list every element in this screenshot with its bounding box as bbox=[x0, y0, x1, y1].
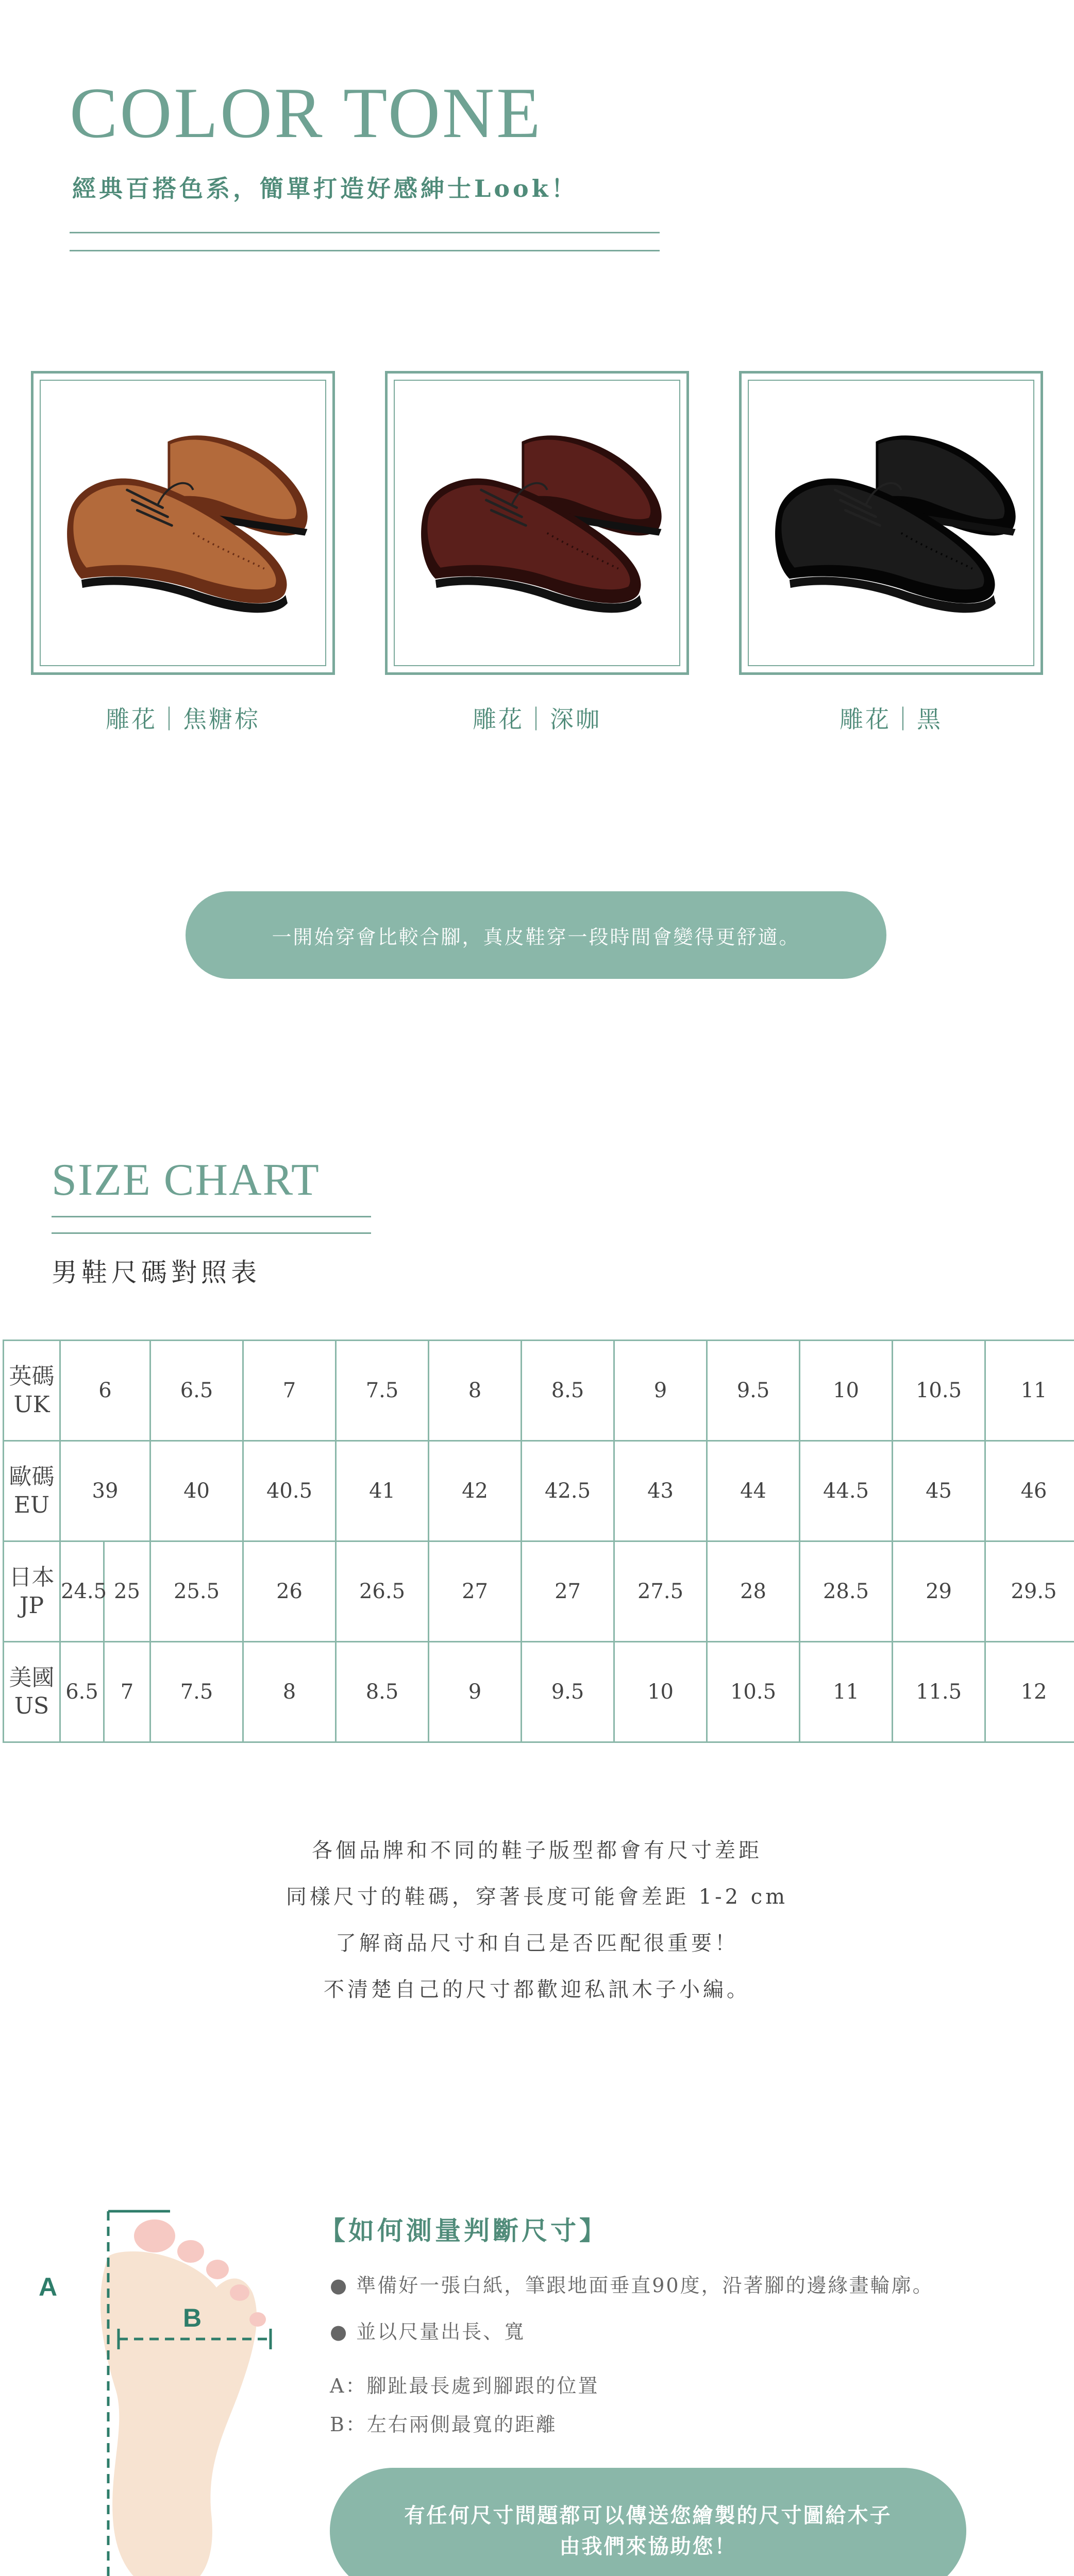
swatch-label-caramel: 雕花｜焦糖棕 bbox=[106, 705, 260, 733]
table-cell: 29.5 bbox=[985, 1541, 1074, 1642]
table-row bbox=[4, 1642, 1074, 1742]
toe-icon bbox=[249, 2312, 266, 2327]
shoe-image bbox=[749, 381, 1033, 665]
divider bbox=[52, 1232, 371, 1234]
table-cell: 8.5 bbox=[336, 1642, 429, 1742]
table-cell: 27 bbox=[429, 1541, 522, 1642]
table-cell: 9 bbox=[429, 1642, 522, 1742]
table-cell: 42 bbox=[429, 1441, 522, 1541]
table-row bbox=[4, 1441, 1074, 1541]
divider bbox=[52, 1216, 371, 1217]
table-cell: 40.5 bbox=[243, 1441, 336, 1541]
table-cell: 9 bbox=[614, 1341, 707, 1441]
table-cell: 11 bbox=[985, 1341, 1074, 1441]
table-cell: 26 bbox=[243, 1541, 336, 1642]
row-header: 歐碼 EU bbox=[4, 1441, 60, 1541]
table-cell: 46 bbox=[985, 1441, 1074, 1541]
table-cell: 6 bbox=[60, 1341, 150, 1441]
table-cell: 6.5 bbox=[60, 1642, 104, 1742]
measure-note bbox=[330, 2468, 966, 2576]
table-cell: 10 bbox=[614, 1642, 707, 1742]
size-note-line: 同樣尺寸的鞋碼，穿著長度可能會差距 1-2 cm bbox=[286, 1885, 788, 1909]
measure-note-line: 由我們來協助您！ bbox=[559, 2534, 737, 2558]
swatch-label-dark-brown: 雕花｜深咖 bbox=[473, 705, 601, 733]
table-cell: 28 bbox=[707, 1541, 800, 1642]
color-tone-subtitle: 經典百搭色系，簡單打造好感紳士Look！ bbox=[72, 175, 578, 202]
measure-note-line: 有任何尺寸問題都可以傳送您繪製的尺寸圖給木子 bbox=[404, 2503, 892, 2528]
color-tone-title: COLOR TONE bbox=[70, 73, 543, 153]
measure-def-a: A：腳趾最長處到腳跟的位置 bbox=[330, 2375, 599, 2397]
toe-icon bbox=[230, 2284, 249, 2301]
table-cell: 28.5 bbox=[800, 1541, 893, 1642]
measure-bullet: ● 並以尺量出長、寬 bbox=[330, 2320, 526, 2343]
comfort-note-text: 一開始穿會比較合腳，真皮鞋穿一段時間會變得更舒適。 bbox=[272, 925, 800, 948]
table-cell: 8 bbox=[429, 1341, 522, 1441]
table-cell: 7 bbox=[104, 1642, 150, 1742]
table-row bbox=[4, 1541, 1074, 1642]
table-cell: 11 bbox=[800, 1642, 893, 1742]
table-cell: 7.5 bbox=[336, 1341, 429, 1441]
table-cell: 12 bbox=[985, 1642, 1074, 1742]
table-cell: 42.5 bbox=[522, 1441, 614, 1541]
table-cell: 9.5 bbox=[707, 1341, 800, 1441]
table-cell: 41 bbox=[336, 1441, 429, 1541]
table-cell: 39 bbox=[60, 1441, 150, 1541]
size-chart-subtitle: 男鞋尺碼對照表 bbox=[52, 1258, 261, 1287]
table-cell: 29 bbox=[893, 1541, 985, 1642]
table-cell: 10.5 bbox=[893, 1341, 985, 1441]
shoe-image bbox=[41, 381, 325, 665]
size-table bbox=[3, 1340, 1074, 1743]
swatch-label-black: 雕花｜黑 bbox=[840, 705, 943, 733]
size-chart-title: SIZE CHART bbox=[52, 1155, 320, 1205]
divider bbox=[70, 250, 660, 251]
table-cell: 27 bbox=[522, 1541, 614, 1642]
table-cell: 27.5 bbox=[614, 1541, 707, 1642]
size-note-line: 不清楚自己的尺寸都歡迎私訊木子小編。 bbox=[324, 1978, 750, 2002]
table-cell: 44.5 bbox=[800, 1441, 893, 1541]
swatch-frame-dark-brown bbox=[385, 371, 689, 675]
table-cell: 9.5 bbox=[522, 1642, 614, 1742]
toe-icon bbox=[177, 2240, 204, 2263]
table-cell: 44 bbox=[707, 1441, 800, 1541]
row-header: 英碼 UK bbox=[4, 1341, 60, 1441]
table-cell: 8 bbox=[243, 1642, 336, 1742]
foot-diagram bbox=[31, 2205, 278, 2576]
measure-label-b: B bbox=[183, 2303, 202, 2332]
measure-title: 【如何測量判斷尺寸】 bbox=[320, 2215, 608, 2246]
swatch-frame-caramel bbox=[31, 371, 335, 675]
measure-label-a: A bbox=[39, 2273, 58, 2301]
measure-def-b: B：左右兩側最寬的距離 bbox=[330, 2413, 557, 2436]
swatch-frame-black bbox=[739, 371, 1043, 675]
toe-icon bbox=[206, 2260, 229, 2279]
toe-icon bbox=[134, 2219, 175, 2252]
table-cell: 25.5 bbox=[150, 1541, 243, 1642]
size-note-line: 了解商品尺寸和自己是否匹配很重要！ bbox=[335, 1931, 739, 1955]
table-cell: 7.5 bbox=[150, 1642, 243, 1742]
table-cell: 11.5 bbox=[893, 1642, 985, 1742]
table-cell: 40 bbox=[150, 1441, 243, 1541]
divider bbox=[70, 232, 660, 233]
row-header: 日本 JP bbox=[4, 1541, 60, 1642]
table-cell: 10 bbox=[800, 1341, 893, 1441]
table-cell: 10.5 bbox=[707, 1642, 800, 1742]
size-note-line: 各個品牌和不同的鞋子版型都會有尺寸差距 bbox=[312, 1839, 762, 1862]
measure-bullet: ● 準備好一張白紙，筆跟地面垂直90度，沿著腳的邊緣畫輪廓。 bbox=[330, 2274, 934, 2297]
table-row bbox=[4, 1341, 1074, 1441]
table-cell: 25 bbox=[104, 1541, 150, 1642]
table-cell: 8.5 bbox=[522, 1341, 614, 1441]
table-cell: 26.5 bbox=[336, 1541, 429, 1642]
comfort-note bbox=[186, 891, 886, 979]
shoe-image bbox=[395, 381, 679, 665]
table-cell: 7 bbox=[243, 1341, 336, 1441]
table-cell: 24.5 bbox=[60, 1541, 104, 1642]
table-cell: 45 bbox=[893, 1441, 985, 1541]
row-header: 美國 US bbox=[4, 1642, 60, 1742]
table-cell: 43 bbox=[614, 1441, 707, 1541]
table-cell: 6.5 bbox=[150, 1341, 243, 1441]
